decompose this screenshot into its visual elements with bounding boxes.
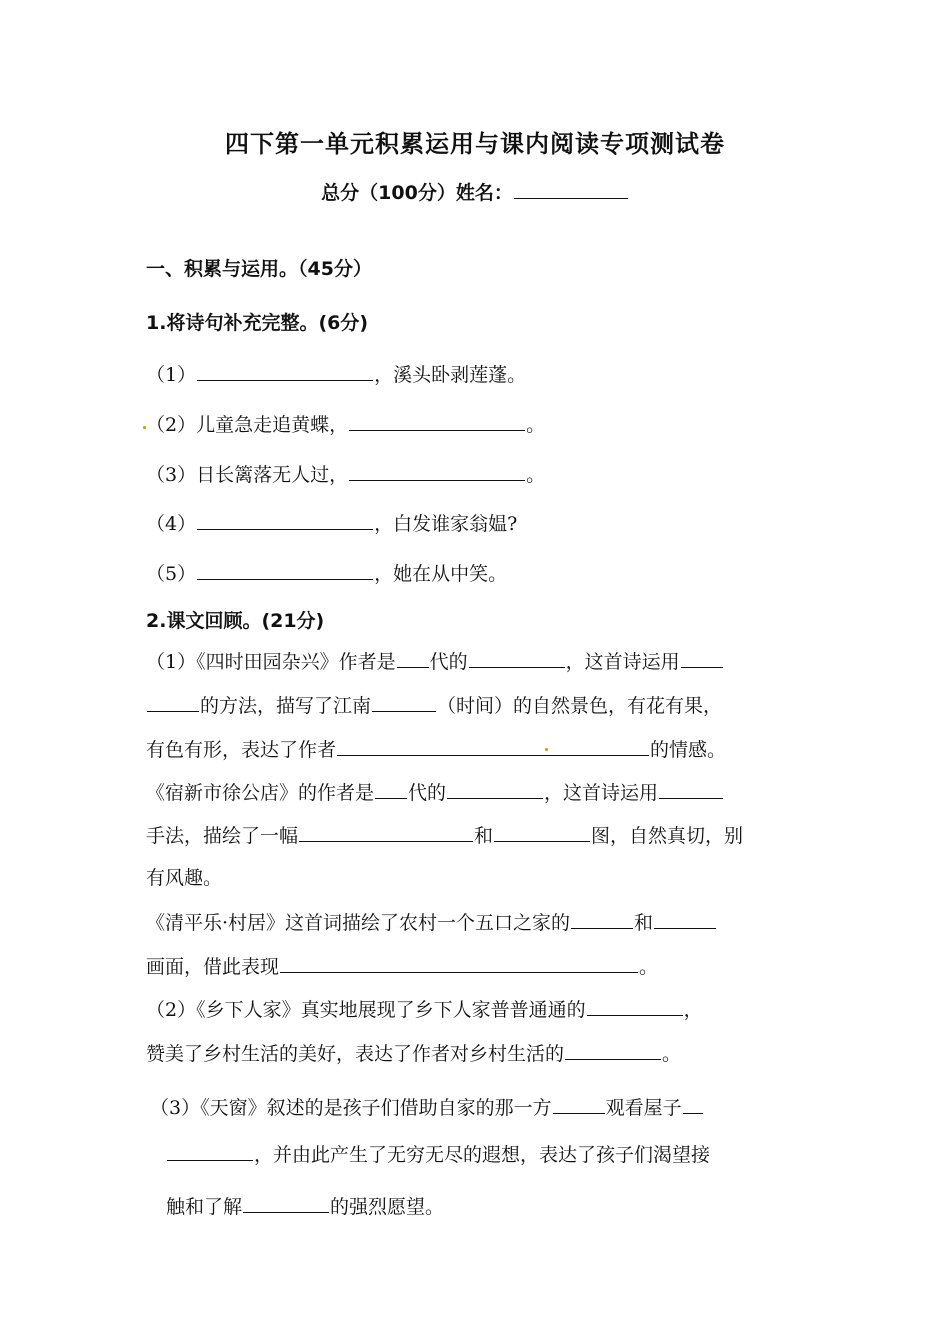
q2-line-6: 有风趣。 [146, 867, 223, 889]
q2-line-8 [146, 952, 658, 980]
section-heading: 一、积累与运用。（45分） [146, 258, 372, 280]
text: 代的 [408, 782, 447, 804]
text: 触和了解 [166, 1196, 243, 1218]
answer-blank[interactable] [571, 908, 633, 929]
answer-blank[interactable] [337, 735, 649, 756]
text: 观看屋子 [605, 1097, 682, 1119]
stray-mark [143, 426, 146, 429]
answer-blank[interactable] [197, 360, 373, 381]
answer-blank[interactable] [469, 647, 565, 668]
text: 。 [662, 1043, 682, 1065]
text: 的情感。 [650, 739, 727, 761]
answer-blank[interactable] [167, 1140, 253, 1161]
text: 《宿新市徐公店》的作者是 [146, 782, 375, 804]
text: ，并由此产生了无穷无尽的遐想，表达了孩子们渴望接 [254, 1144, 711, 1166]
item-num: （5） [146, 563, 197, 585]
text: （2）《乡下人家》真实地展现了乡下人家普普通通的 [146, 999, 586, 1021]
text: ， [683, 999, 703, 1021]
answer-blank[interactable] [375, 778, 407, 799]
text: ，这首诗运用 [565, 651, 680, 673]
answer-blank[interactable] [349, 410, 525, 431]
item-num: （1） [146, 364, 197, 386]
answer-blank[interactable] [447, 778, 543, 799]
q2-line-9 [146, 995, 703, 1023]
item-num: （4） [146, 513, 197, 535]
item-text: ，她在从中笑。 [374, 563, 508, 585]
answer-blank[interactable] [681, 647, 723, 668]
answer-blank[interactable] [243, 1192, 329, 1213]
q2-line-12 [166, 1140, 710, 1168]
q2-line-2 [146, 691, 722, 719]
item-text: ，白发谁家翁媪? [374, 513, 518, 535]
answer-blank[interactable] [372, 691, 436, 712]
q2-line-3 [146, 735, 726, 763]
text: 的方法，描写了江南 [200, 695, 372, 717]
answer-blank[interactable] [659, 778, 723, 799]
answer-blank[interactable] [683, 1093, 703, 1114]
q2-heading: 2.课文回顾。(21分) [146, 610, 325, 632]
stray-mark [545, 748, 548, 751]
q1-item-4 [146, 509, 517, 537]
text: 和 [634, 912, 654, 934]
answer-blank[interactable] [494, 821, 590, 842]
answer-blank[interactable] [147, 691, 199, 712]
item-text: 儿童急走追黄蝶， [196, 414, 349, 436]
text: （时间）的自然景色，有花有果， [437, 695, 723, 717]
answer-blank[interactable] [197, 559, 373, 580]
text: 《清平乐·村居》这首词描绘了农村一个五口之家的 [146, 912, 571, 934]
text: ，这首诗运用 [544, 782, 659, 804]
subtitle-text: 总分（100分）姓名： [321, 182, 513, 204]
answer-blank[interactable] [397, 647, 429, 668]
text: 有色有形，表达了作者 [146, 739, 337, 761]
q2-line-1 [146, 647, 724, 675]
q1-item-1 [146, 360, 526, 388]
item-text: 。 [526, 414, 546, 436]
answer-blank[interactable] [565, 1039, 661, 1060]
text: 代的 [429, 651, 468, 673]
q1-heading: 1.将诗句补充完整。(6分) [146, 312, 369, 334]
answer-blank[interactable] [587, 995, 683, 1016]
answer-blank[interactable] [197, 509, 373, 530]
score-name-line [0, 178, 950, 205]
item-num: （2） [146, 414, 197, 436]
q2-line-7 [146, 908, 717, 936]
q2-line-10 [146, 1039, 681, 1067]
q1-item-3 [146, 460, 545, 488]
q2-line-13 [166, 1192, 444, 1220]
q1-item-5 [146, 559, 507, 587]
answer-blank[interactable] [299, 821, 473, 842]
item-num: （3） [146, 464, 197, 486]
item-text: ，溪头卧剥莲蓬。 [374, 364, 527, 386]
q2-line-4 [146, 778, 724, 806]
item-text: 日长篱落无人过， [196, 464, 349, 486]
answer-blank[interactable] [349, 460, 525, 481]
text: 和 [474, 825, 494, 847]
text: （3）《天窗》叙述的是孩子们借助自家的那一方 [150, 1097, 552, 1119]
text: 画面，借此表现 [146, 956, 280, 978]
item-text: 。 [526, 464, 546, 486]
page-title: 四下第一单元积累运用与课内阅读专项测试卷 [225, 130, 725, 158]
q2-line-11 [150, 1093, 704, 1121]
text: 。 [639, 956, 659, 978]
text: （1）《四时田园杂兴》作者是 [146, 651, 396, 673]
text: 图，自然真切，别 [591, 825, 744, 847]
q2-line-5 [146, 821, 743, 849]
text: 赞美了乡村生活的美好，表达了作者对乡村生活的 [146, 1043, 565, 1065]
name-blank[interactable] [514, 178, 628, 199]
answer-blank[interactable] [553, 1093, 605, 1114]
q1-item-2 [146, 410, 545, 438]
answer-blank[interactable] [280, 952, 638, 973]
answer-blank[interactable] [654, 908, 716, 929]
text: 的强烈愿望。 [330, 1196, 445, 1218]
text: 手法，描绘了一幅 [146, 825, 299, 847]
